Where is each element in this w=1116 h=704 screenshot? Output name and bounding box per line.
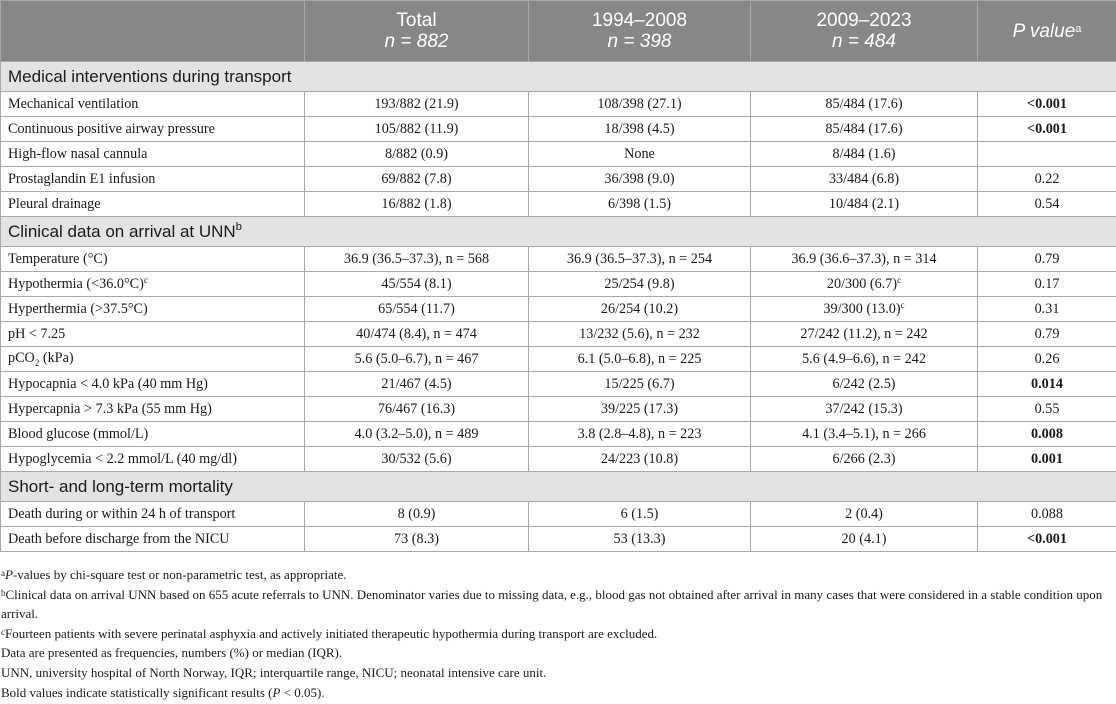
table-row [1,297,1116,322]
footnote-b: $^b$Clinical data on arrival UNN based on 655 acute referrals to UNN. Denominator varies due to missing data, e.g., blood gas not obtained after arrival in many cases that were considered in a stable condition upon arrival. [1,586,1103,622]
cell-period-2: 37/242 (15.3) [751,397,978,422]
cell-period-1: 13/232 (5.6), n = 232 [529,322,751,347]
row-label: Hypoglycemia < 2.2 mmol/L (40 mg/dl) [1,447,305,472]
cell-period-2: 36.9 (36.6–37.3), n = 314 [751,247,978,272]
section-header-row [1,62,1116,92]
header-total-n: n = 882 [384,31,449,52]
cell-period-1: 24/223 (10.8) [529,447,751,472]
cell-period-2: 85/484 (17.6) [751,92,978,117]
table-row [1,192,1116,217]
section-title: Medical interventions during transport [1,62,1116,92]
table-row [1,322,1116,347]
cell-p-value: 0.008 [978,422,1116,447]
table-row [1,142,1116,167]
cell-period-2: 33/484 (6.8) [751,167,978,192]
header-period-2-label: 2009–2023 [816,10,912,31]
cell-p-value: <0.001 [978,92,1116,117]
cell-total: 40/474 (8.4), n = 474 [305,322,529,347]
footnote-abbreviations: UNN, university hospital of North Norway, IQR; interquartile range, NICU; neonatal intensive care unit. [1,664,547,680]
row-label: Death before discharge from the NICU [1,527,305,552]
cell-p-value: 0.26 [978,347,1116,372]
row-label: pH < 7.25 [1,322,305,347]
header-period-2 [751,1,978,62]
row-label: pCO$_2$ (kPa) [1,347,305,372]
cell-period-1: 36/398 (9.0) [529,167,751,192]
header-p-value-label: P value [1012,20,1076,42]
cell-p-value: 0.17 [978,272,1116,297]
section-header-row [1,217,1116,247]
table-row [1,117,1116,142]
table-row [1,397,1116,422]
cell-p-value: 0.088 [978,502,1116,527]
footnote-a: $^a$P-values by chi-square test or non-parametric test, as appropriate. [1,567,347,582]
cell-p-value: 0.79 [978,322,1116,347]
cell-period-1: 39/225 (17.3) [529,397,751,422]
table-row [1,527,1116,552]
cell-period-1: 3.8 (2.8–4.8), n = 223 [529,422,751,447]
cell-period-2: 5.6 (4.9–6.6), n = 242 [751,347,978,372]
cell-total: 69/882 (7.8) [305,167,529,192]
header-period-1 [529,1,751,62]
header-total [305,1,529,62]
section-header-row [1,472,1116,502]
cell-period-1: 6/398 (1.5) [529,192,751,217]
cell-period-2: 20 (4.1) [751,527,978,552]
row-label: High-flow nasal cannula [1,142,305,167]
header-p-value [978,1,1116,62]
row-label: Temperature (°C) [1,247,305,272]
section-title: Short- and long-term mortality [1,472,1116,502]
cell-p-value: 0.55 [978,397,1116,422]
cell-total: 21/467 (4.5) [305,372,529,397]
cell-total: 76/467 (16.3) [305,397,529,422]
row-label: Hyperthermia (>37.5°C) [1,297,305,322]
cell-total: 30/532 (5.6) [305,447,529,472]
cell-total: 36.9 (36.5–37.3), n = 568 [305,247,529,272]
table-row [1,347,1116,372]
table-row [1,447,1116,472]
cell-p-value: 0.001 [978,447,1116,472]
cell-period-1: 18/398 (4.5) [529,117,751,142]
cell-total: 8 (0.9) [305,502,529,527]
section-title: Clinical data on arrival at UNN$^b$ [1,217,1116,247]
table-row [1,422,1116,447]
row-label: Pleural drainage [1,192,305,217]
row-label: Death during or within 24 h of transport [1,502,305,527]
cell-period-1: 53 (13.3) [529,527,751,552]
cell-p-value: 0.31 [978,297,1116,322]
cell-p-value: 0.79 [978,247,1116,272]
row-label: Mechanical ventilation [1,92,305,117]
cell-total: 16/882 (1.8) [305,192,529,217]
cell-total: 105/882 (11.9) [305,117,529,142]
cell-p-value: 0.014 [978,372,1116,397]
table-row [1,247,1116,272]
cell-total: 5.6 (5.0–6.7), n = 467 [305,347,529,372]
header-period-1-n: n = 398 [607,31,672,52]
header-period-1-label: 1994–2008 [591,10,688,31]
row-label: Hypercapnia > 7.3 kPa (55 mm Hg) [1,397,305,422]
cell-total: 8/882 (0.9) [305,142,529,167]
row-label: Continuous positive airway pressure [1,117,305,142]
cell-period-2: 6/266 (2.3) [751,447,978,472]
table-row [1,272,1116,297]
header-period-2-n: n = 484 [832,31,896,52]
row-label: Hypothermia (<36.0°C)$^c$ [1,272,305,297]
cell-p-value: 0.54 [978,192,1116,217]
row-label: Blood glucose (mmol/L) [1,422,305,447]
table-row [1,167,1116,192]
cell-p-value: 0.22 [978,167,1116,192]
row-label: Hypocapnia < 4.0 kPa (40 mm Hg) [1,372,305,397]
cell-p-value: <0.001 [978,117,1116,142]
footnote-data-note: Data are presented as frequencies, numbers (%) or median (IQR). [1,645,343,661]
footnote-bold-note: Bold values indicate statistically significant results (P < 0.05). [1,684,325,700]
cell-total: 193/882 (21.9) [305,92,529,117]
cell-period-2: 20/300 $(6.7)^c$ [751,272,978,297]
cell-period-2: 10/484 (2.1) [751,192,978,217]
row-label: Prostaglandin E1 infusion [1,167,305,192]
header-p-value-sup: a [1075,22,1082,35]
cell-period-1: 15/225 (6.7) [529,372,751,397]
cell-period-1: 25/254 (9.8) [529,272,751,297]
table-row [1,92,1116,117]
cell-period-2: 85/484 (17.6) [751,117,978,142]
cell-period-2: 2 (0.4) [751,502,978,527]
cell-period-1: 6 (1.5) [529,502,751,527]
cell-period-1: 6.1 (5.0–6.8), n = 225 [529,347,751,372]
header-blank [1,1,305,62]
cell-period-2: 4.1 (3.4–5.1), n = 266 [751,422,978,447]
table-body [1,62,1116,552]
cell-period-1: 36.9 (36.5–37.3), n = 254 [529,247,751,272]
cell-total: 65/554 (11.7) [305,297,529,322]
cell-total: 45/554 (8.1) [305,272,529,297]
cell-total: 4.0 (3.2–5.0), n = 489 [305,422,529,447]
cell-period-2: 6/242 (2.5) [751,372,978,397]
cell-period-1: None [529,142,751,167]
cell-p-value: <0.001 [978,527,1116,552]
cell-period-2: 8/484 (1.6) [751,142,978,167]
cell-p-value [978,142,1116,167]
footnote-c: $^c$Fourteen patients with severe perinatal asphyxia and actively initiated therapeutic hypothermia during transport are excluded. [1,625,658,641]
cell-period-1: 26/254 (10.2) [529,297,751,322]
header-total-label: Total [396,10,437,31]
cell-period-1: 108/398 (27.1) [529,92,751,117]
header-row [1,1,1116,62]
table-row [1,372,1116,397]
footnotes [0,565,1116,702]
cell-period-2: 27/242 (11.2), n = 242 [751,322,978,347]
table-row [1,502,1116,527]
cell-period-2: 39/300 $(13.0)^c$ [751,297,978,322]
cell-total: 73 (8.3) [305,527,529,552]
